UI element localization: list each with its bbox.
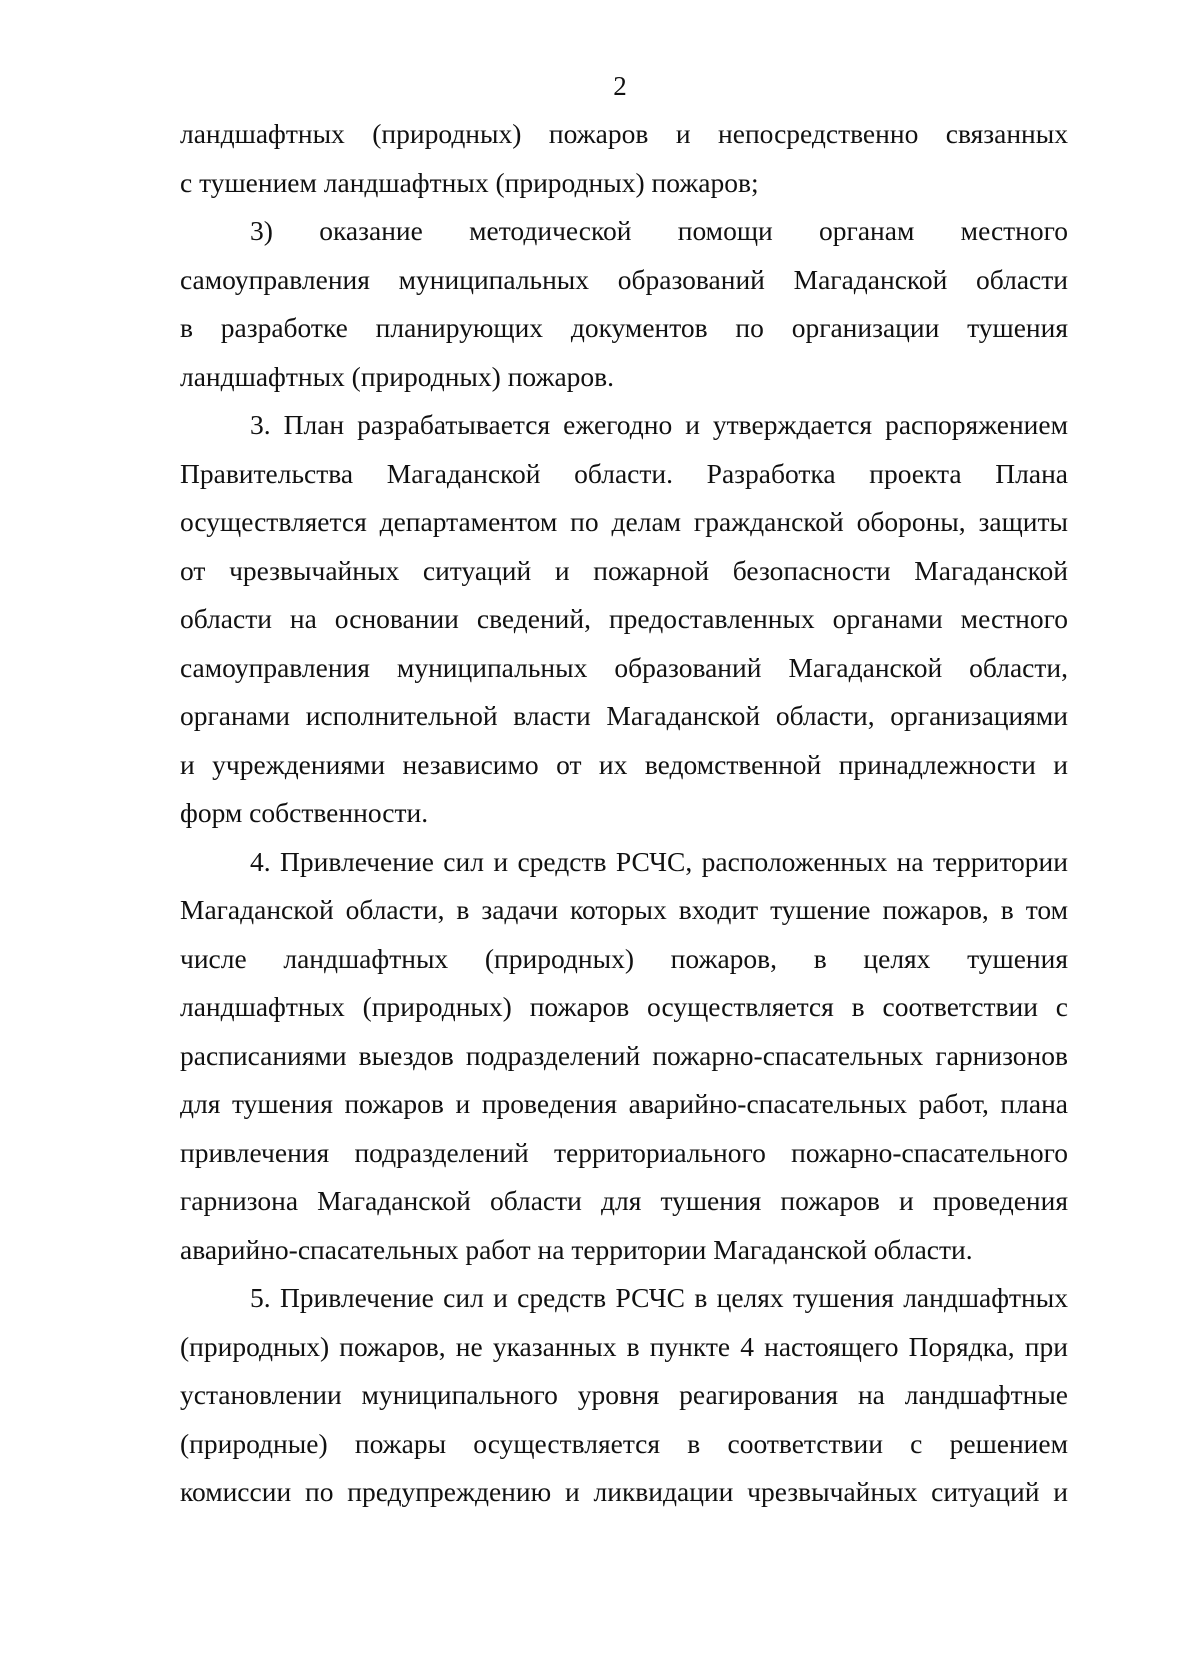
text-line: установлении муниципального уровня реагирования на ландшафтные [180,1379,1068,1410]
paragraph-section-5 [180,1274,1068,1517]
text-line: органами исполнительной власти Магаданской области, организациями [180,700,1068,731]
text-line: в разработке планирующих документов по организации тушения [180,312,1068,343]
text-line: самоуправления муниципальных образований Магаданской области, [180,651,1068,683]
text-line: Правительства Магаданской области. Разработка проекта Плана [180,457,1068,489]
text-line: области на основании сведений, предоставленных органами местного [180,603,1068,634]
text-line: гарнизона Магаданской области для тушения пожаров и проведения [180,1185,1068,1216]
text-line: самоуправления муниципальных образований Магаданской области [180,263,1068,295]
text-line: аварийно-спасательных работ на территории Магаданской области. [180,1233,973,1265]
text-line: форм собственности. [180,797,429,828]
text-line: расписаниями выездов подразделений пожарно-спасательных гарнизонов [180,1039,1068,1071]
text-line: (природные) пожары осуществляется в соответствии с решением [180,1427,1068,1459]
document-body [180,110,1068,1517]
text-line: Магаданской области, в задачи которых входит тушение пожаров, в том [180,894,1068,925]
text-line: привлечения подразделений территориального пожарно-спасательного [180,1136,1068,1168]
text-line: комиссии по предупреждению и ликвидации чрезвычайных ситуаций и [180,1476,1068,1507]
text-line: ландшафтных (природных) пожаров осуществляется в соответствии с [180,991,1068,1022]
paragraph-continuation [180,110,1068,207]
text-line: 4. Привлечение сил и средств РСЧС, расположенных на территории [250,845,1068,877]
text-line: для тушения пожаров и проведения аварийно-спасательных работ, плана [180,1088,1068,1119]
text-line: 5. Привлечение сил и средств РСЧС в целях тушения ландшафтных [250,1282,1068,1313]
paragraph-section-3 [180,401,1068,838]
page-number: 2 [613,71,627,101]
text-line: осуществляется департаментом по делам гражданской обороны, защиты [180,506,1068,537]
text-line: (природных) пожаров, не указанных в пункте 4 настоящего Порядка, при [180,1330,1068,1362]
paragraph-section-4 [180,838,1068,1275]
text-line: с тушением ландшафтных (природных) пожаров; [180,166,759,198]
text-line: от чрезвычайных ситуаций и пожарной безопасности Магаданской [180,554,1068,586]
text-line: и учреждениями независимо от их ведомственной принадлежности и [180,748,1068,780]
text-line: ландшафтных (природных) пожаров. [180,360,615,392]
paragraph-item-3 [180,207,1068,401]
text-line: числе ландшафтных (природных) пожаров, в целях тушения [180,942,1068,974]
text-line: ландшафтных (природных) пожаров и непосредственно связанных [180,118,1068,149]
text-line: 3. План разрабатывается ежегодно и утверждается распоряжением [250,409,1068,440]
text-line: 3) оказание методической помощи органам местного [250,215,1068,246]
